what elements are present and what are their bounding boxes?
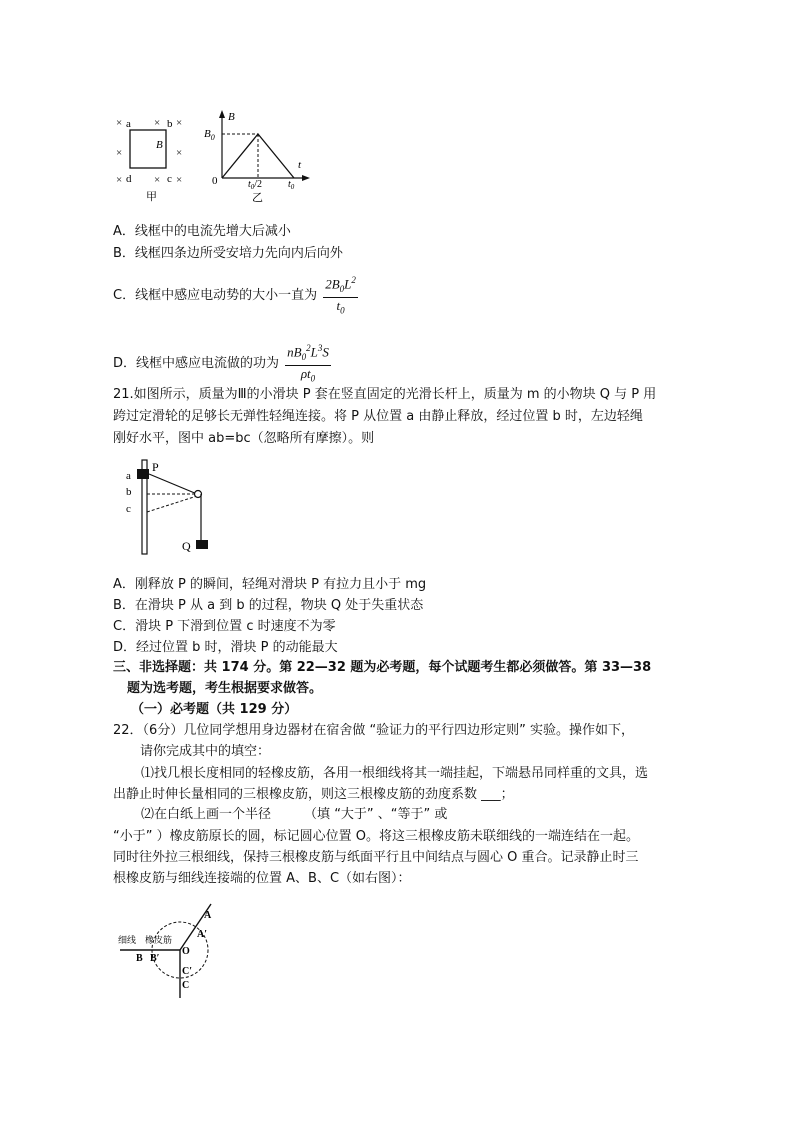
q22-line-4: 出静止时伸长量相同的三根橡皮筋，则这三根橡皮筋的劲度系数 ___；	[113, 787, 514, 802]
q20-option-d-text: D．线框中感应电流做的功为	[113, 355, 280, 371]
svg-text:×: ×	[176, 174, 183, 186]
section3-heading-2: 题为选考题，考生根据要求做答。	[127, 681, 323, 696]
q22-line-6: “小于” ）橡皮筋原长的圆，标记圆心位置 O。将这三根橡皮筋未联细线的一端连结在一起。	[113, 829, 639, 844]
figure-yi	[202, 108, 314, 204]
q22-line-1: 22．（6分）几位同学想用身边器材在宿舍做 “验证力的平行四边形定则” 实验。操作如下，	[113, 723, 635, 738]
yi-axis-B: B	[228, 111, 235, 123]
label-O: O	[182, 946, 190, 957]
section3-subheading: （一）必考题（共 129 分）	[131, 702, 298, 717]
q21-option-d: D．经过位置 b 时，滑块 P 的动能最大	[113, 640, 338, 655]
section3-heading-1: 三、非选择题：共 174 分。第 22—32 题为必考题，每个试题考生都必须做答。第 33—38	[113, 660, 652, 675]
label-xiangpijin: 橡皮筋	[145, 935, 173, 945]
q21-stem-3: 刚好水平，图中 ab=bc（忽略所有摩擦）。则	[113, 431, 375, 446]
q20-option-c-text: C．线框中感应电动势的大小一直为	[113, 287, 318, 303]
block-q	[196, 540, 208, 549]
svg-text:×: ×	[176, 147, 183, 159]
label-xixian: 细线	[118, 935, 137, 945]
figure-pulley	[120, 456, 220, 556]
yi-t0-half: $t_0/2$	[248, 179, 263, 191]
figure-rubber-bands	[112, 900, 232, 1004]
q22-line-8: 根橡皮筋与细线连接端的位置 A、B、C（如右图）：	[113, 871, 411, 886]
label-Q: Q	[182, 539, 191, 553]
svg-text:×: ×	[116, 174, 123, 186]
figure-jia	[112, 112, 202, 204]
q22-line-7: 同时往外拉三根细线，保持三根橡皮筋与纸面平行且中间结点与圆心 O 重合。记录静止时三	[113, 850, 639, 865]
emf-formula: $\frac{2B_0L^2}{t_0}$	[323, 272, 358, 319]
svg-text:×: ×	[154, 174, 161, 186]
q22-line-2: 请你完成其中的填空：	[140, 744, 271, 759]
jia-label-c: c	[167, 173, 172, 185]
label-A-prime: A′	[197, 929, 208, 940]
q22-line-5: ⑵在白纸上画一个半径 （填 “大于” 、“等于” 或	[141, 807, 448, 822]
q21-option-a: A．刚释放 P 的瞬间，轻绳对滑块 P 有拉力且小于 mg	[113, 577, 427, 592]
label-P: P	[152, 460, 159, 474]
jia-label-d: d	[126, 173, 132, 185]
q20-option-d	[113, 340, 331, 387]
work-formula: $\frac{nB_0^2L^3S}{\rho t_0}$	[285, 340, 331, 387]
label-b: b	[126, 486, 132, 498]
q21-stem-2: 跨过定滑轮的足够长无弹性轻绳连接。将 P 从位置 a 由静止释放，经过位置 b 时，左边轻绳	[113, 409, 643, 424]
q20-option-b: B．线框四条边所受安培力先向内后向外	[113, 246, 343, 261]
yi-origin: 0	[212, 175, 218, 187]
q20-option-a: A．线框中的电流先增大后减小	[113, 224, 291, 239]
q21-option-b: B．在滑块 P 从 a 到 b 的过程，物块 Q 处于失重状态	[113, 598, 424, 613]
slider-p	[137, 469, 149, 479]
svg-text:×: ×	[176, 117, 183, 129]
label-a: a	[126, 470, 131, 482]
jia-label-B: B	[156, 139, 163, 151]
label-c: c	[126, 503, 131, 515]
yi-t0: $t_0$	[288, 179, 295, 191]
svg-text:×: ×	[116, 147, 123, 159]
yi-axis-t: t	[298, 159, 302, 171]
yi-B0: $B_0$	[204, 128, 215, 142]
jia-caption: 甲	[146, 191, 157, 203]
label-C-prime: C′	[182, 966, 193, 977]
label-B-prime: B′	[150, 953, 160, 964]
q21-stem-1: 21.如图所示，质量为Ⅲ的小滑块 P 套在竖直固定的光滑长杆上，质量为 m 的小物块 Q 与 P 用	[113, 387, 657, 402]
label-C: C	[182, 980, 190, 991]
label-A: A	[204, 910, 212, 921]
jia-label-a: a	[126, 118, 131, 130]
q21-option-c: C．滑块 P 下滑到位置 c 时速度不为零	[113, 619, 336, 634]
svg-text:×: ×	[116, 117, 123, 129]
jia-label-b: b	[167, 118, 173, 130]
q20-option-c	[113, 272, 358, 319]
q22-line-3: ⑴找几根长度相同的轻橡皮筋，各用一根细线将其一端挂起，下端悬吊同样重的文具，选	[141, 766, 649, 781]
svg-text:×: ×	[154, 117, 161, 129]
label-B: B	[136, 953, 143, 964]
yi-caption: 乙	[252, 192, 263, 204]
